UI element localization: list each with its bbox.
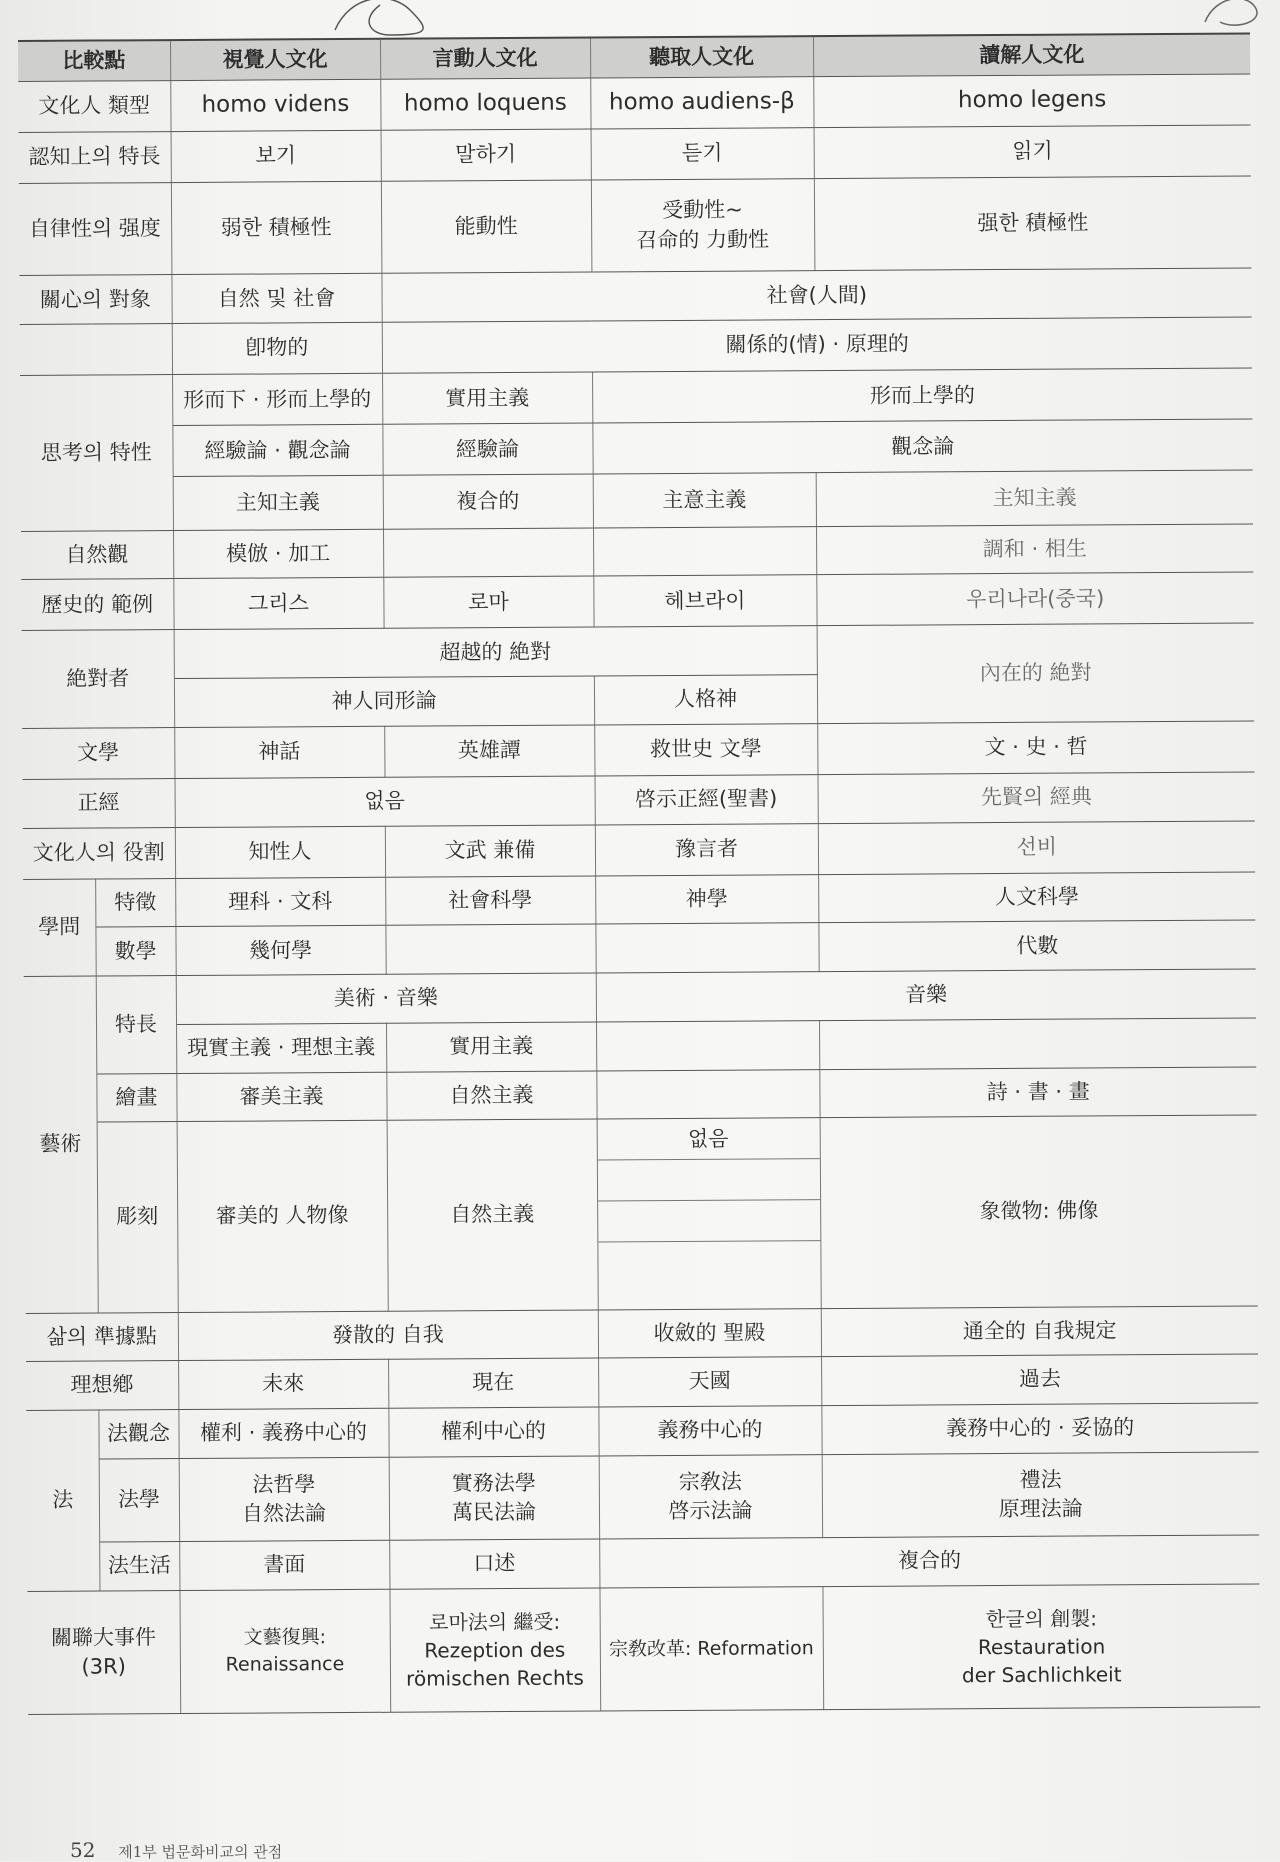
table-row [27, 1584, 1260, 1715]
table-cell: 없음 [175, 776, 595, 827]
table-cell: 法哲學 自然法論 [179, 1457, 390, 1542]
row-label: 特長 [96, 976, 177, 1074]
table-row [20, 419, 1252, 478]
header-cell: 比較點 [18, 40, 170, 81]
table-row [24, 1066, 1256, 1122]
row-label: 絶對者 [22, 630, 175, 728]
table-cell [596, 1020, 819, 1070]
table-cell: 神學 [595, 874, 818, 924]
row-label: 文學 [22, 727, 174, 779]
table-cell: 禮法 原理法論 [822, 1452, 1260, 1538]
table-cell: 文武 兼備 [385, 825, 595, 877]
table-cell [596, 1069, 819, 1119]
row-group-label: 藝術 [24, 976, 98, 1313]
table-row [26, 1354, 1258, 1410]
row-label: 法生活 [99, 1542, 179, 1591]
table-cell [597, 1118, 821, 1310]
table-cell: 듣기 [591, 127, 814, 179]
table-cell: 模倣 · 加工 [173, 529, 383, 579]
table-cell: 超越的 絶對 [174, 626, 817, 679]
table-cell: 代數 [818, 920, 1255, 971]
table-row [27, 1452, 1259, 1543]
pen-scribble [1195, 0, 1265, 32]
table-cell: 啓示正經(聖書) [595, 775, 818, 825]
table-cell: 말하기 [381, 129, 591, 181]
table-cell: 口述 [389, 1539, 599, 1589]
table-cell: 音樂 [596, 969, 1256, 1022]
table-cell: 로마法의 繼受: Rezeption des römischen Rechts [389, 1588, 600, 1712]
table-cell: 現實主義 · 理想主義 [176, 1023, 386, 1073]
table-cell: 읽기 [814, 125, 1251, 179]
header-cell: 言動人文化 [380, 38, 590, 79]
table-cell: 强한 積極性 [814, 176, 1252, 271]
table-cell: 文 · 史 · 哲 [817, 721, 1254, 775]
table-row [20, 368, 1252, 427]
table-cell: 書面 [179, 1540, 389, 1590]
table-cell: 로마 [383, 576, 593, 628]
table-cell: 한글의 創製: Restauration der Sachlichkeit [822, 1584, 1260, 1710]
table-cell: 實用主義 [382, 372, 592, 424]
table-cell: 英雄譚 [384, 725, 594, 777]
row-label: 認知上의 特長 [19, 131, 171, 183]
row-label: 文化人 類型 [18, 80, 170, 132]
table-row [21, 470, 1253, 531]
table-cell: 自然主義 [387, 1119, 598, 1311]
table-cell: 卽物的 [172, 322, 382, 374]
table-row [22, 623, 1254, 679]
table-cell: 보기 [171, 130, 381, 182]
table-cell: 救世史 文學 [594, 723, 817, 775]
table-cell: homo loquens [380, 78, 590, 130]
table-row [22, 721, 1254, 780]
header-cell: 讀解人文化 [813, 33, 1250, 76]
row-group-label: 學問 [23, 879, 96, 977]
header-cell: 視覺人文化 [170, 39, 380, 80]
table-cell: 內在的 絶對 [817, 623, 1255, 723]
table-row [23, 920, 1255, 976]
table-cell [385, 924, 595, 974]
table-cell: 弱한 積極性 [171, 181, 382, 275]
table-row [23, 772, 1255, 828]
table-row [24, 1018, 1256, 1074]
table-cell: 調和 · 相生 [816, 524, 1253, 575]
running-title: 제1부 법문화비교의 관점 [118, 1843, 283, 1861]
table-cell: 天國 [598, 1357, 821, 1407]
row-label: 彫刻 [97, 1122, 178, 1313]
row-label: 삶의 準據點 [26, 1312, 178, 1362]
row-label: 自律性의 强度 [19, 182, 172, 276]
table-cell: 宗敎法 啓示法論 [599, 1454, 823, 1539]
row-label: 繪畫 [96, 1073, 176, 1122]
table-cell: 理科 · 文科 [175, 877, 385, 927]
table-row [21, 524, 1253, 580]
table-cell: 知性人 [175, 826, 385, 878]
table-cell: 선비 [818, 821, 1255, 875]
table-row [24, 969, 1256, 1025]
culture-comparison-table [18, 32, 1260, 1714]
table-cell: 文藝復興: Renaissance [179, 1589, 390, 1713]
row-label: 數學 [95, 927, 175, 976]
table-cell: 先賢의 經典 [818, 772, 1255, 823]
table-cell: 詩 · 書 · 畫 [819, 1066, 1256, 1117]
table-row [23, 872, 1255, 928]
table-row [19, 125, 1251, 184]
table-cell: 幾何學 [175, 926, 385, 976]
table-cell: 象徵物: 佛像 [820, 1115, 1258, 1308]
table-cell: 豫言者 [595, 823, 818, 875]
table-row [26, 1305, 1258, 1361]
table-cell: 人文科學 [818, 872, 1255, 923]
table-cell: 宗敎改革: Reformation [599, 1587, 823, 1711]
table-cell: 收斂的 聖殿 [598, 1308, 821, 1358]
page-footer [70, 1838, 282, 1862]
table-cell: 審美主義 [176, 1072, 386, 1122]
row-label: 自然觀 [21, 530, 173, 580]
table-cell: 自然 및 社會 [171, 274, 381, 324]
table-cell: 觀念論 [592, 419, 1252, 474]
row-label: 法觀念 [98, 1409, 178, 1458]
table-cell: homo legens [813, 73, 1250, 127]
table-row [20, 317, 1252, 376]
table-cell: 審美的 人物像 [177, 1121, 388, 1313]
table-cell: 主知主義 [816, 470, 1253, 526]
row-label: 正經 [23, 778, 175, 828]
table-cell: 形而下 · 形而上學的 [172, 373, 382, 425]
sub-cell [597, 1159, 819, 1201]
table-cell: 義務中心的 [598, 1406, 821, 1456]
table-row [25, 1115, 1258, 1313]
row-label: 歷史的 範例 [21, 579, 173, 631]
table-cell: 未來 [178, 1359, 388, 1409]
table-cell: 主意主義 [593, 473, 816, 528]
row-label [20, 324, 172, 376]
table-cell: 美術 · 音樂 [176, 973, 596, 1024]
row-label: 關心의 對象 [19, 275, 171, 325]
table-cell: 關係的(情) · 原理的 [382, 317, 1252, 373]
table-cell: 神人同形論 [174, 676, 594, 727]
row-label: 關聯大事件(3R) [27, 1590, 180, 1714]
table-cell: 經驗論 [382, 423, 592, 475]
row-label: 思考의 特性 [20, 375, 173, 531]
table-cell: 社會(人間) [381, 268, 1251, 322]
table-cell: 權利 · 義務中心的 [178, 1408, 388, 1458]
table-cell: homo audiens-β [590, 76, 813, 128]
table-cell: 그리스 [173, 578, 383, 630]
table-cell: 實務法學 萬民法論 [389, 1456, 600, 1541]
table-cell: 發散的 自我 [178, 1309, 598, 1360]
table-row [19, 268, 1251, 324]
header-cell: 聽取人文化 [590, 36, 813, 77]
sub-cell [598, 1241, 820, 1282]
table-cell: 複合的 [383, 474, 593, 529]
sub-cell: 없음 [597, 1118, 819, 1160]
row-label: 法學 [99, 1458, 180, 1542]
table-cell: 能動性 [381, 180, 592, 274]
pen-scribble [330, 0, 440, 40]
row-label: 特徵 [95, 878, 175, 927]
table-cell: 우리나라(중국) [816, 572, 1253, 626]
table-row [21, 572, 1253, 631]
table-cell: 受動性~ 召命的 力動性 [591, 178, 815, 272]
sub-cell [598, 1200, 820, 1242]
table-cell: 社會科學 [385, 876, 595, 926]
table-cell: 主知主義 [173, 476, 383, 531]
table-cell: 實用主義 [386, 1022, 596, 1072]
table-cell: 現在 [388, 1358, 598, 1408]
row-group-label: 法 [26, 1410, 99, 1591]
table-cell: 人格神 [594, 675, 817, 725]
table-row [18, 73, 1250, 132]
table-cell: 헤브라이 [593, 575, 816, 627]
table-cell: 義務中心的 · 妥協的 [821, 1403, 1258, 1454]
table-cell: homo videns [170, 79, 380, 131]
table-cell: 神話 [174, 726, 384, 778]
row-label: 文化人의 役割 [23, 827, 175, 879]
table-row [19, 176, 1252, 276]
table-cell: 經驗論 · 觀念論 [172, 425, 382, 477]
table-cell: 權利中心的 [388, 1407, 598, 1457]
table-cell [819, 1018, 1256, 1069]
table-cell: 複合的 [599, 1535, 1259, 1588]
table-cell: 過去 [821, 1354, 1258, 1405]
row-label: 理想鄕 [26, 1361, 178, 1411]
table-cell: 形而上學的 [592, 368, 1252, 423]
table-cell [383, 528, 593, 578]
table-cell: 自然主義 [386, 1071, 596, 1121]
page-number: 52 [70, 1838, 96, 1862]
table-cell [593, 526, 816, 576]
table-row [23, 821, 1255, 880]
table-cell: 通全的 自我規定 [821, 1305, 1258, 1356]
table-row [27, 1535, 1259, 1591]
table-row [26, 1403, 1258, 1459]
table-cell [595, 923, 818, 973]
